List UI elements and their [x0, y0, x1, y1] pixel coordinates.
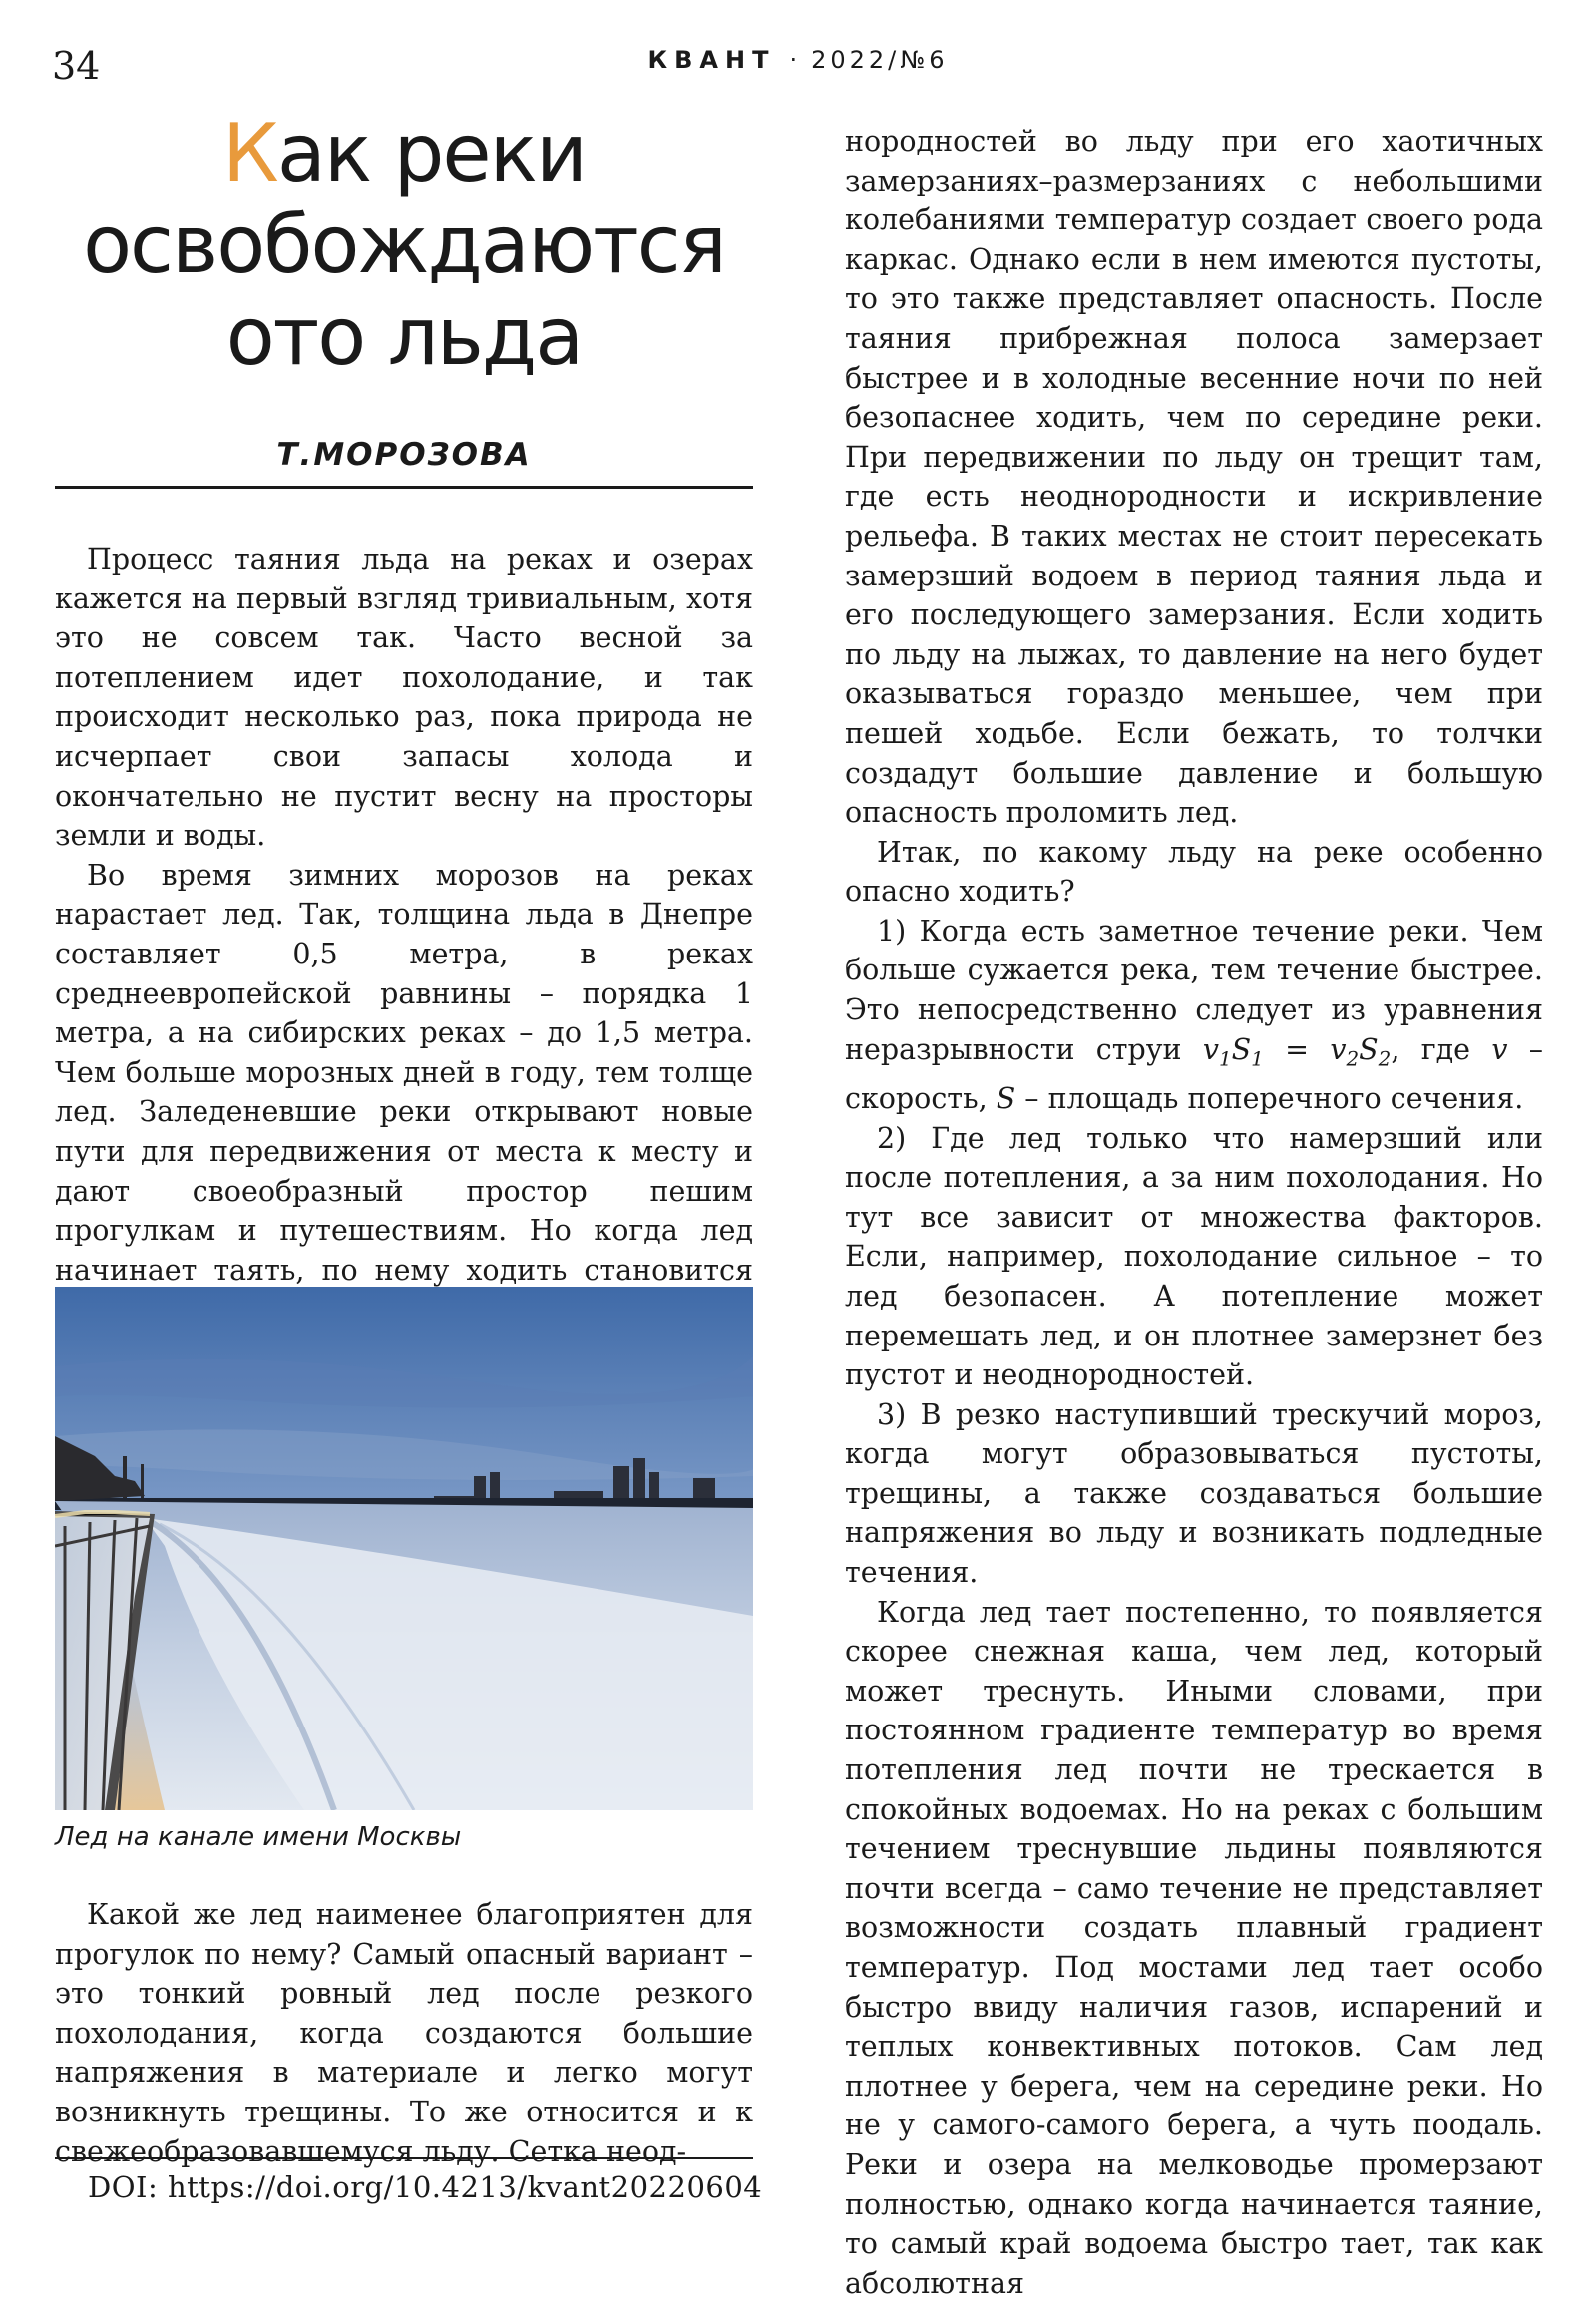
- paragraph-with-formula: 1) Когда есть заметное течение реки. Чем больше сужается река, тем течение быстрее. Это непосредственно следует из уравнения неразрывности струи $v_1S_1 = v_2S_2$, где v – скорость, S – площадь поперечного сечения.: [845, 914, 1543, 1115]
- right-column: [845, 122, 1543, 2303]
- title-accent-letter: К: [222, 107, 277, 199]
- article-title: [55, 108, 753, 383]
- page-number: 34: [52, 44, 101, 88]
- journal-header: [0, 46, 1596, 74]
- paragraph: Какой же лед наименее благоприятен для прогулок по нему? Самый опасный вариант – это тонкий ровный лед после резкого похолодания, когда создаются большие напряжения в материале и легко могут возникнуть трещины. То же относится и к свежеобразовавшемуся льду. Сетка неод-: [55, 1898, 753, 2168]
- paragraph: 3) В резко наступивший трескучий мороз, когда могут образовываться пустоты, трещины, а также создаваться большие напряжения во льду и возникать подледные течения.: [845, 1397, 1543, 1590]
- title-line-1: ак реки: [276, 107, 586, 199]
- title-line-3: ото льда: [225, 290, 583, 383]
- continuity-equation: $v_1S_1 = v_2S_2$: [1202, 1032, 1392, 1071]
- header-separator: ·: [789, 46, 798, 74]
- article-author: Т.МОРОЗОВА: [276, 437, 532, 473]
- river-ice-photo: [55, 1287, 753, 1810]
- doi-footnote: DOI: https://doi.org/10.4213/kvant20220604: [88, 2170, 763, 2204]
- author-divider: [55, 486, 753, 489]
- paragraph: Процесс таяния льда на реках и озерах кажется на первый взгляд тривиальным, хотя это не совсем так. Часто весной за потеплением идет похолодание, и так происходит несколько раз, пока природа не исчерпает свои запасы холода и окончательно не пустит весну на просторы земли и воды.: [55, 543, 753, 853]
- paragraph: нородностей во льду при его хаотичных замерзаниях–размерзаниях с небольшими колебаниями температур создает своего рода каркас. Однако если в нем имеются пустоты, то это также представляет опасность. После таяния прибрежная полоса замерзает быстрее и в холодные весенние ночи по ней безопаснее ходить, чем по середине реки. При передвижении по льду он трещит там, где есть неоднородности и искривление рельефа. В таких местах не стоит пересекать замерзший водоем в период таяния льда и его последующего замерзания. Если ходить по льду на лыжах, то давление на него будет оказываться гораздо меньшее, чем при пешей ходьбе. Если бежать, то толчки создадут большие давление и большую опасность проломить лед.: [845, 125, 1543, 830]
- photo-illustration: [55, 1287, 753, 1810]
- paragraph: 2) Где лед только что намерзший или после потепления, а за ним похолодания. Но тут все зависит от множества факторов. Если, например, похолодание сильное – то лед безопасен. А потепление может перемешать лед, и он плотнее замерзнет без пустот и неоднородностей.: [845, 1121, 1543, 1392]
- paragraph: Во время зимних морозов на реках нарастает лед. Так, толщина льда в Днепре составляет 0,5 метра, в реках среднеевропейской равнины – порядка 1 метра, а на сибирских реках – до 1,5 метра. Чем больше морозных дней в году, тем толще лед. Заледеневшие реки открывают новые пути для передвижения от места к месту и дают своеобразный простор пешим прогулкам и путешествиям. Но когда лед начинает таять, по нему ходить становится: [55, 858, 753, 1287]
- left-column-top: [55, 540, 753, 1330]
- title-line-2: освобождаются: [83, 198, 725, 291]
- journal-issue: 2022/№6: [811, 46, 949, 74]
- journal-name: КВАНТ: [647, 46, 776, 74]
- paragraph: Когда лед тает постепенно, то появляется скорее снежная каша, чем лед, который может треснуть. Иными словами, при постоянном градиенте температур во время потепления лед почти не трескается в спокойных водоемах. Но на реках с большим течением треснувшие льдины появляются почти всегда – само течение не представляет возможности создать плавный градиент температур. Под мостами лед тает особо быстро ввиду наличия газов, испарений и теплых конвективных потоков. Сам лед плотнее у берега, чем на середине реки. Но не у самого-самого берега, а чуть поодаль. Реки и озера на мелководье промерзают полностью, однако когда начинается таяние, то самый край водоема быстро тает, так как абсолютная: [845, 1595, 1543, 2300]
- paragraph: Итак, по какому льду на реке особенно опасно ходить?: [845, 835, 1543, 909]
- photo-caption: Лед на канале имени Москвы: [55, 1822, 462, 1852]
- footnote-divider: [55, 2157, 753, 2159]
- formula-intro: 1) Когда есть заметное течение реки. Чем больше сужается река, тем течение быстрее. Это непосредственно следует из уравнения неразрывности струи: [845, 914, 1543, 1066]
- left-column-bottom: [55, 1895, 753, 2171]
